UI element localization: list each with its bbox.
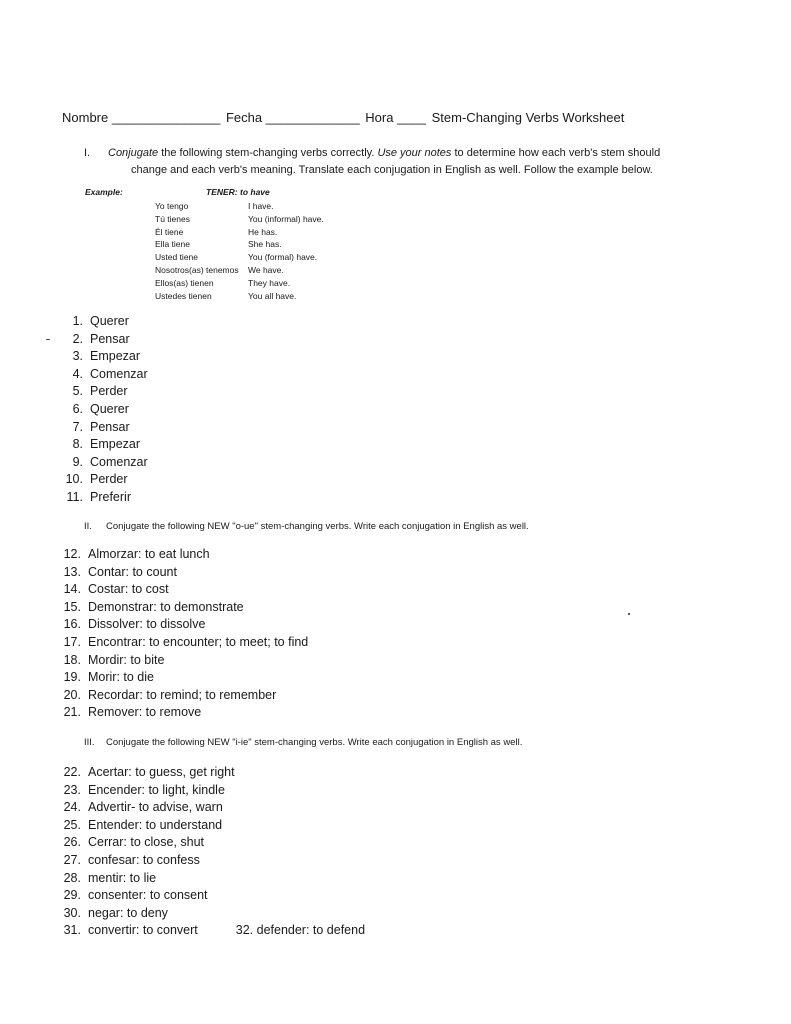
list-item — [57, 764, 235, 782]
example-spanish: Ustedes tienen — [155, 290, 212, 301]
example-spanish: Yo tengo — [155, 201, 189, 211]
section-1-line-2: change and each verb's meaning. Translate each conjugation in English as well. Follow the example below. — [131, 164, 653, 176]
item-text: Costar: to cost — [88, 582, 169, 597]
item-text: Dissolver: to dissolve — [88, 617, 206, 632]
item-text: Perder — [90, 472, 128, 487]
example-spanish: Él tiene — [155, 226, 184, 237]
item-text: Almorzar: to eat lunch — [88, 547, 210, 561]
item-number: 4. — [72, 366, 83, 381]
item-number: 17. — [63, 634, 81, 649]
item-text: Mordir: to bite — [88, 652, 165, 667]
example-english: She has. — [248, 239, 282, 250]
list-item — [57, 817, 235, 835]
item-text: Comenzar — [90, 454, 148, 469]
emphasis-conjugate: Conjugate — [108, 147, 159, 159]
list-item — [57, 870, 235, 888]
item-text: Comenzar — [90, 366, 148, 381]
list-item — [59, 313, 148, 331]
item-number: 6. — [72, 401, 83, 416]
item-text: Preferir — [90, 489, 131, 504]
item-number: 20. — [63, 687, 81, 702]
example-title: TENER: to have — [206, 187, 270, 197]
item-text-32: 32. defender: to defend — [235, 923, 366, 937]
worksheet-title: Stem-Changing Verbs Worksheet — [431, 110, 625, 125]
item-number: 16. — [63, 617, 81, 632]
list-item — [59, 366, 148, 384]
fecha-field: Fecha _____________ — [225, 110, 360, 125]
example-english: He has. — [248, 226, 278, 237]
example-spanish: Nosotros(as) tenemos — [155, 264, 239, 275]
section-2-text: Conjugate the following NEW "o-ue" stem-changing verbs. Write each conjugation in English as well. — [106, 521, 529, 532]
example-row — [155, 251, 324, 264]
item-number: 23. — [63, 782, 81, 797]
example-row — [155, 213, 324, 226]
item-text: mentir: to lie — [88, 870, 157, 885]
item-number: 2. — [72, 331, 83, 346]
item-number: 5. — [72, 384, 83, 399]
list-item — [59, 489, 148, 507]
list-item — [59, 383, 148, 401]
example-row — [155, 264, 324, 277]
item-number: 18. — [63, 652, 81, 667]
section-2-number: II. — [84, 521, 92, 532]
item-text: Entender: to understand — [88, 817, 223, 832]
list-item — [57, 634, 308, 652]
item-number: 10. — [65, 472, 83, 487]
section-1-instructions — [84, 145, 660, 179]
item-text: Advertir- to advise, warn — [88, 800, 223, 815]
example-english: You all have. — [248, 290, 297, 301]
list-item — [57, 581, 308, 599]
list-item — [57, 652, 308, 670]
item-text: Acertar: to guess, get right — [88, 765, 235, 779]
list-item — [57, 687, 308, 705]
section-3-number: III. — [84, 737, 95, 748]
item-text: Querer — [90, 401, 129, 416]
item-text: Morir: to die — [88, 670, 154, 685]
item-text: Pensar — [90, 419, 130, 434]
example-spanish: Tú tienes — [155, 213, 190, 224]
example-row — [155, 226, 324, 239]
list-item — [57, 887, 235, 905]
item-text: Pensar — [90, 331, 130, 346]
list-item — [59, 436, 148, 454]
hora-field: Hora ____ — [365, 110, 427, 125]
list-item — [57, 782, 235, 800]
item-number: 8. — [72, 437, 83, 452]
item-number: 29. — [63, 888, 81, 903]
item-number: 1. — [72, 314, 83, 328]
list-item — [57, 616, 308, 634]
section-1-line-1 — [84, 145, 660, 162]
item-text: negar: to deny — [88, 905, 168, 920]
example-row — [155, 290, 324, 303]
section-2-instructions — [84, 521, 529, 532]
example-english: You (formal) have. — [248, 252, 318, 263]
list-item — [57, 669, 308, 687]
item-text: Perder — [90, 384, 128, 399]
example-label: Example: — [85, 187, 123, 197]
section-3-text: Conjugate the following NEW "i-ie" stem-changing verbs. Write each conjugation in English as well. — [106, 737, 523, 748]
item-number: 25. — [63, 817, 81, 832]
instruction-text: the following stem-changing verbs correctly. — [158, 147, 378, 159]
item-number: 11. — [66, 489, 83, 504]
list-item — [59, 471, 148, 489]
list-item — [57, 852, 235, 870]
item-text: Empezar — [90, 349, 141, 364]
item-number: 30. — [63, 905, 81, 920]
list-item — [57, 599, 308, 617]
example-spanish: Ella tiene — [155, 239, 190, 250]
example-english: We have. — [248, 264, 284, 275]
item-text: Cerrar: to close, shut — [88, 835, 205, 850]
item-number: 9. — [72, 454, 83, 469]
section-3-instructions — [84, 737, 522, 748]
item-number: 28. — [63, 870, 81, 885]
list-section-3 — [57, 764, 235, 922]
item-text: Remover: to remove — [88, 705, 202, 720]
list-item — [59, 331, 148, 349]
item-text: Contar: to count — [88, 564, 177, 579]
list-item — [57, 922, 365, 940]
emphasis-notes: Use your notes — [377, 147, 452, 159]
example-spanish: Ellos(as) tienen — [155, 277, 214, 288]
item-text: Empezar — [90, 437, 141, 452]
example-english: You (informal) have. — [248, 213, 324, 224]
item-number: 15. — [63, 599, 81, 614]
last-row — [57, 922, 365, 940]
list-item — [57, 799, 235, 817]
item-text: Demonstrar: to demonstrate — [88, 599, 244, 614]
list-item — [57, 834, 235, 852]
item-number: 14. — [63, 582, 81, 597]
worksheet-header — [62, 110, 626, 125]
list-section-1 — [59, 313, 148, 507]
item-number: 26. — [63, 835, 81, 850]
example-row — [155, 200, 324, 213]
item-text: Querer — [90, 314, 129, 328]
item-number: 13. — [63, 564, 81, 579]
list-section-2 — [57, 546, 308, 722]
item-number: 19. — [63, 670, 81, 685]
instruction-text: to determine how each verb's stem should — [451, 147, 661, 159]
item-number: 31. — [63, 923, 81, 937]
nombre-field: Nombre _______________ — [62, 110, 221, 125]
item-text: confesar: to confess — [88, 852, 200, 867]
list-item — [59, 419, 148, 437]
list-item — [59, 401, 148, 419]
example-conjugation-table — [155, 200, 324, 302]
list-item — [57, 564, 308, 582]
list-item — [59, 348, 148, 366]
item-text: Recordar: to remind; to remember — [88, 687, 277, 702]
item-text: Encender: to light, kindle — [88, 782, 225, 797]
item-text: consenter: to consent — [88, 888, 208, 903]
item-number: 12. — [63, 547, 81, 561]
item-number: 21. — [63, 705, 81, 720]
list-item — [57, 704, 308, 722]
item-text: convertir: to convert — [88, 923, 198, 937]
example-row — [155, 277, 324, 290]
item-number: 3. — [72, 349, 83, 364]
item-number: 24. — [63, 800, 81, 815]
item-text: Encontrar: to encounter; to meet; to find — [88, 634, 309, 649]
scan-mark — [46, 339, 50, 340]
list-item — [57, 546, 308, 564]
item-number: 27. — [63, 852, 81, 867]
section-1-number: I. — [84, 147, 91, 159]
example-english: I have. — [248, 201, 274, 211]
scan-mark — [628, 613, 630, 615]
example-spanish: Usted tiene — [155, 252, 198, 263]
example-row — [155, 238, 324, 251]
list-item — [59, 454, 148, 472]
example-english: They have. — [248, 277, 291, 288]
item-number: 7. — [72, 419, 83, 434]
list-item — [57, 905, 235, 923]
item-number: 22. — [63, 765, 81, 779]
